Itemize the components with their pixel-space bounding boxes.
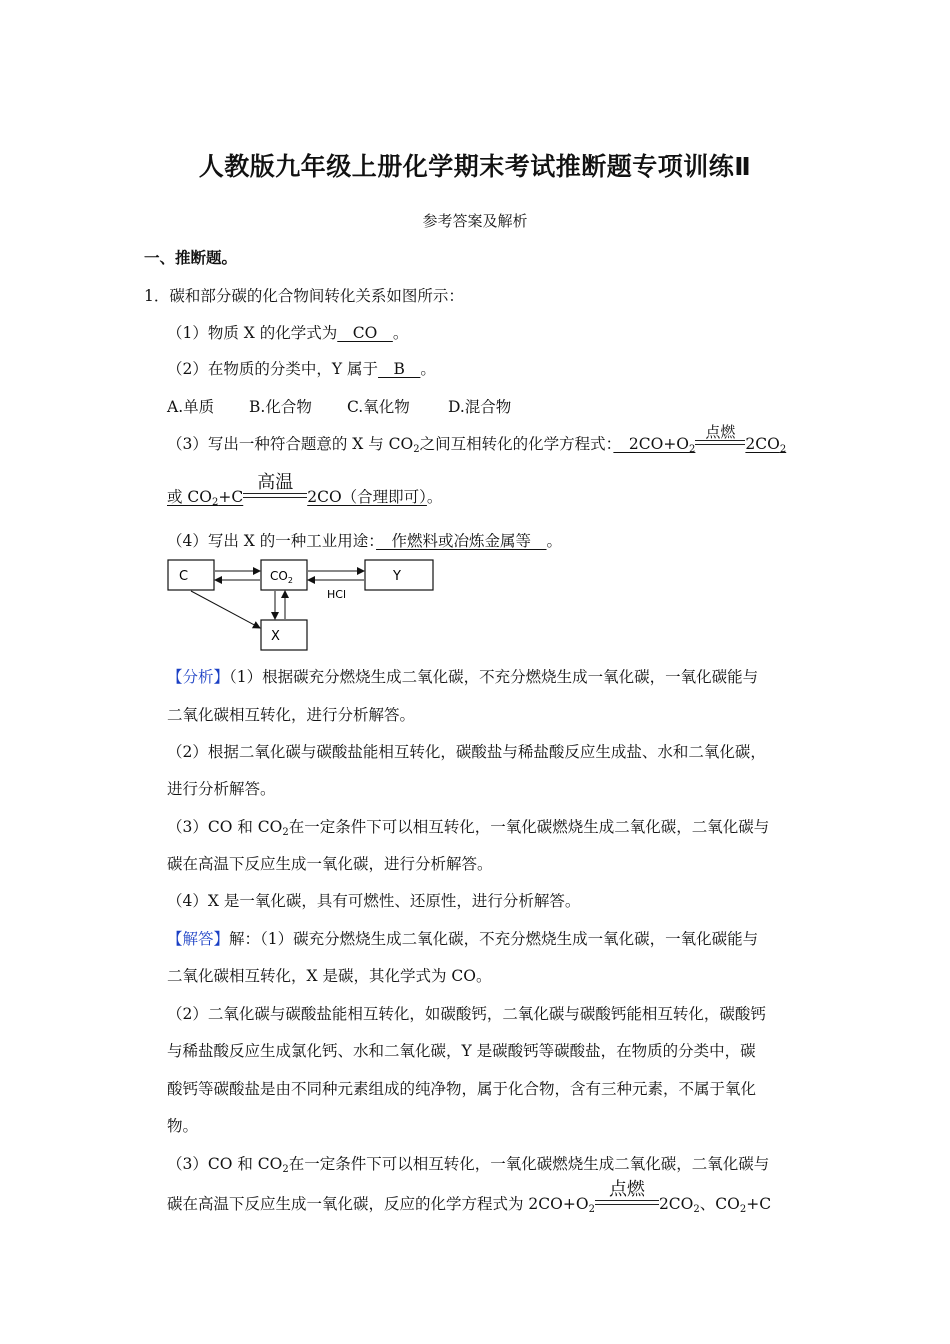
label-y: Y [393,569,401,584]
condition-ignite: 点燃 [695,435,745,453]
conversion-diagram [167,558,437,654]
label-x: X [271,629,280,644]
label-c: C [179,569,189,584]
analysis-p2b: 进行分析解答。 [167,780,276,798]
solution-p1b: 二氧化碳相互转化，X 是碳，其化学式为 CO。 [167,967,492,985]
solution-p2c: 酸钙等碳酸盐是由不同种元素组成的纯净物，属于化合物，含有三种元素，不属于氧化 [167,1080,757,1098]
question-part-2 [167,357,436,379]
analysis-p3b: 碳在高温下反应生成一氧化碳，进行分析解答。 [167,855,493,873]
solution-p1a: 【解答】解：（1）碳充分燃烧生成二氧化碳，不充分燃烧生成一氧化碳，一氧化碳能与 [167,930,759,948]
analysis-p3a: （3）CO 和 $CO_2$在一定条件下可以相互转化，一氧化碳燃烧生成二氧化碳，二氧化碳与 [167,818,770,838]
question-number: 1． [144,287,170,305]
page-title: 人教版九年级上册化学期末考试推断题专项训练Ⅱ [198,152,752,181]
condition-high-temp: 高温 [243,488,307,506]
question-part-3-line-2: 或 $CO_2+C$ 高温 2CO（合理即可）。 [167,472,443,508]
option-c: C.氧化物 [347,398,410,416]
q4-answer: 作燃料或冶炼金属等 [376,532,547,550]
question-stem [144,284,464,306]
q4-suffix: 。 [546,532,563,550]
q1-suffix: 。 [392,324,409,342]
page-subtitle: 参考答案及解析 [422,212,528,230]
q1-answer: CO [337,324,393,342]
analysis-p1a: 【分析】（1）根据碳充分燃烧生成二氧化碳，不充分燃烧生成一氧化碳，一氧化碳能与 [167,668,759,686]
analysis-tag: 【分析】 [167,668,230,686]
q3-equation-2: 或 $CO_2+C$ [167,488,244,508]
solution-tag: 【解答】 [167,930,230,948]
solution-p2d: 物。 [167,1117,199,1135]
q3-prefix: （3）写出一种符合题意的 X 与 CO [167,435,414,453]
option-b: B.化合物 [249,398,312,416]
solution-p2b: 与稀盐酸反应生成氯化钙、水和二氧化碳，Y 是碳酸钙等碳酸盐，在物质的分类中，碳 [167,1042,756,1060]
option-d: D.混合物 [448,398,512,416]
question-part-3: （3）写出一种符合题意的 X 与 $CO_2$之间互相转化的化学方程式： $2CO+O_2$ 点燃 $2CO_2$ [167,423,787,455]
solution-condition-ignite: 点燃 [595,1195,659,1213]
arrow-c-to-x [191,591,260,628]
analysis-p1b: 二氧化碳相互转化，进行分析解答。 [167,706,416,724]
label-co2: $CO_2$ [270,569,293,585]
q3-equation-1: $2CO+O_2$ [613,435,696,455]
label-hcl: HCl [327,588,347,601]
q1-prefix: （1）物质 X 的化学式为 [167,324,338,342]
q4-prefix: （4）写出 X 的一种工业用途： [167,532,377,550]
analysis-p2a: （2）根据二氧化碳与碳酸盐能相互转化，碳酸盐与稀盐酸反应生成盐、水和二氧化碳， [167,743,766,761]
solution-p3a: （3）CO 和 $CO_2$在一定条件下可以相互转化，一氧化碳燃烧生成二氧化碳，二氧化碳与 [167,1155,770,1175]
q2-answer: B [378,360,421,378]
option-a: A.单质 [167,398,215,416]
box-c [168,560,214,590]
q2-prefix: （2）在物质的分类中，Y 属于 [167,360,379,378]
question-stem-text: 碳和部分碳的化合物间转化关系如图所示： [169,287,464,305]
q2-suffix: 。 [420,360,436,378]
section-heading: 一、推断题。 [144,248,238,267]
analysis-p4: （4）X 是一氧化碳，具有可燃性、还原性，进行分析解答。 [167,892,581,910]
question-part-4 [167,529,562,551]
box-x [261,620,307,650]
q3-mid: 之间互相转化的化学方程式： [419,435,614,453]
question-part-1 [167,321,408,343]
q3-equation-2-product: 2CO（合理即可） [307,488,427,506]
solution-p2a: （2）二氧化碳与碳酸盐能相互转化，如碳酸钙，二氧化碳与碳酸钙能相互转化，碳酸钙 [167,1005,766,1023]
q3-equation-1-product: $2CO_2$ [745,435,787,455]
solution-p3b: 碳在高温下反应生成一氧化碳，反应的化学方程式为 $2CO+O_2$ 点燃 $2CO_2$、$CO_2+C$ [167,1179,772,1215]
